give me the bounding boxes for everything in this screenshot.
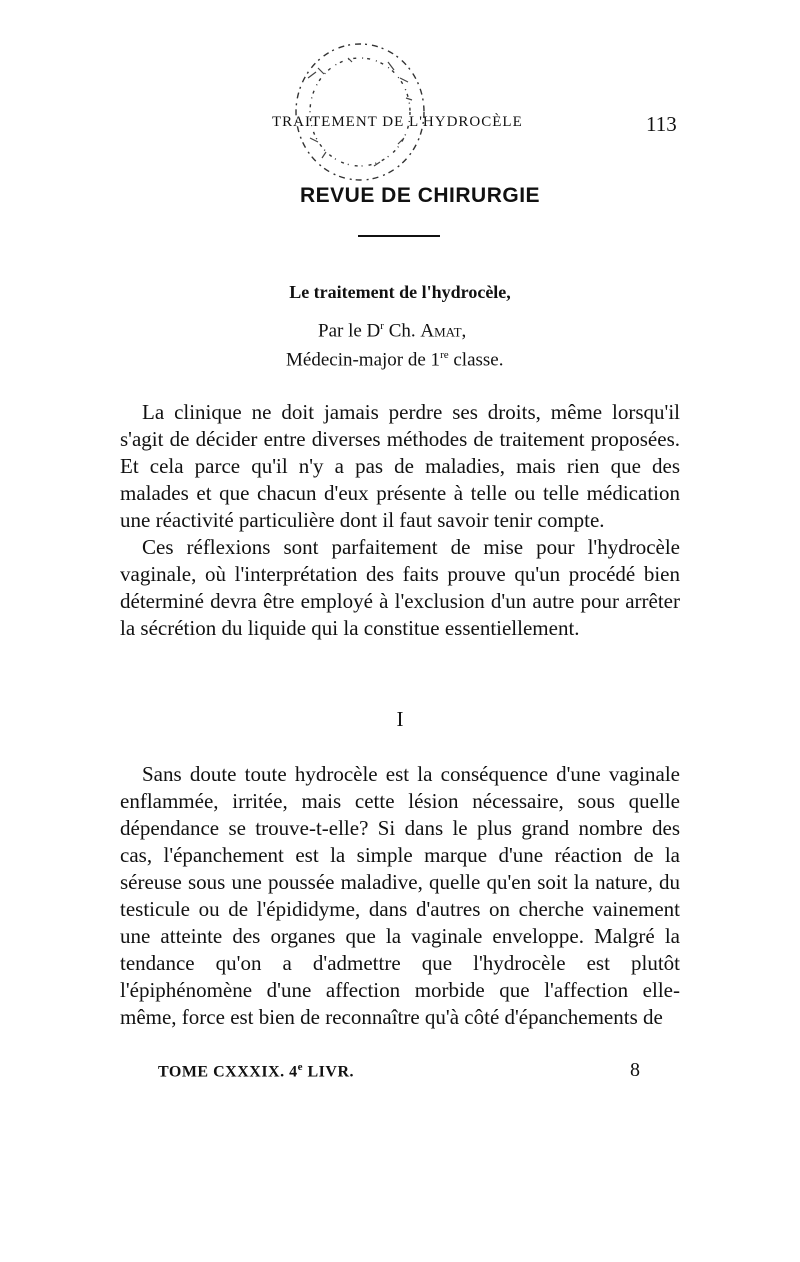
intro-text	[120, 399, 680, 642]
journal-title: REVUE DE CHIRURGIE	[300, 184, 541, 207]
byline-name: Ch.	[388, 320, 416, 342]
running-head: TRAITEMENT DE L'HYDROCÈLE	[272, 114, 523, 130]
signature-mark: 8	[630, 1059, 640, 1081]
title-rule	[358, 235, 440, 237]
rank-sup: re	[440, 349, 449, 361]
byline-surname: Amat,	[420, 320, 467, 342]
paragraph: La clinique ne doit jamais perdre ses droits, même lorsqu'il s'agit de décider entre diverses méthodes de traitement proposées. Et cela parce qu'il n'y a pas de maladies, mais rien que des malades et que chacun d'eux présente à telle ou telle médication une réactivité particulière dont il faut savoir tenir compte.	[120, 400, 680, 532]
author-rank	[286, 349, 503, 371]
library-stamp	[288, 38, 438, 188]
paragraph: Sans doute toute hydrocèle est la conséquence d'une vaginale enflammée, irritée, mais cette lésion nécessaire, sous quelle dépendance se trouve-t-elle? Si dans le plus grand nombre des cas, l'épanchement est la simple marque d'une réaction de la séreuse sous une poussée maladive, quelle qu'en soit la nature, du testicule ou de l'épididyme, dans d'autres on cherche vainement une atteinte des organes que la vaginale enveloppe. Malgré la tendance qu'on a d'admettre que l'hydrocèle est plutôt l'épiphénomène d'une affection morbide que l'affection elle-même, force est bien de reconnaître qu'à côté d'épanchements de	[120, 762, 680, 1029]
byline-prefix: Par le D	[318, 320, 381, 342]
tome-prefix: TOME CXXXIX. 4	[158, 1063, 298, 1081]
rank-suffix: classe.	[453, 349, 504, 371]
tome-suffix: LIVR.	[307, 1063, 355, 1081]
tome-sup: e	[297, 1061, 303, 1073]
section-text	[120, 761, 680, 1031]
article-title: Le traitement de l'hydrocèle,	[289, 282, 511, 302]
page-number: 113	[646, 112, 677, 136]
section-numeral: I	[396, 707, 404, 731]
byline-sup: r	[380, 320, 384, 332]
rank-prefix: Médecin-major de 1	[286, 349, 441, 371]
footer-tome	[158, 1061, 354, 1081]
author-byline	[318, 320, 466, 342]
paragraph: Ces réflexions sont parfaitement de mise pour l'hydrocèle vaginale, où l'interprétation des faits prouve qu'un procédé bien déterminé devra être employé à l'exclusion d'un autre pour arrêter la sécrétion du liquide qui la constitue essentiellement.	[120, 535, 680, 640]
